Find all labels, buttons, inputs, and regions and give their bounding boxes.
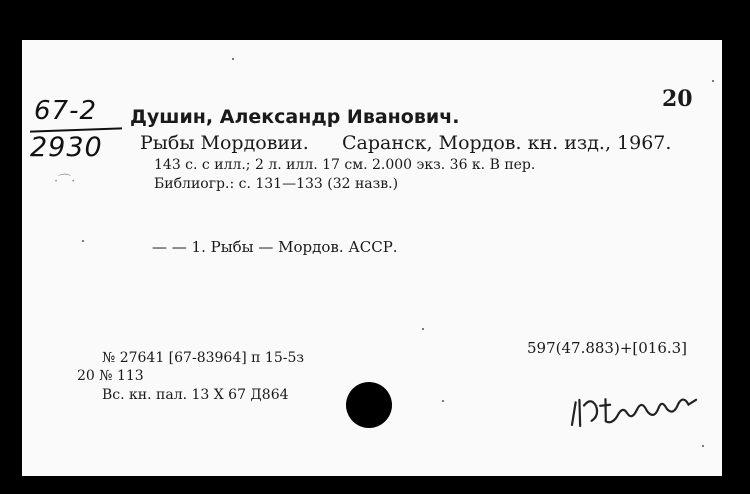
catalog-card — [22, 40, 722, 476]
accession-line-3: Вс. кн. пал. 13 X 67 Д864 — [102, 387, 289, 403]
punch-hole — [346, 382, 392, 428]
classification-number: 597(47.883)+[016.3] — [527, 339, 688, 357]
card-number: 20 — [662, 86, 693, 112]
paper-speck — [82, 240, 84, 242]
paper-speck — [712, 80, 714, 82]
handwritten-signature — [565, 381, 709, 443]
paper-speck — [422, 328, 424, 330]
paper-speck — [442, 400, 444, 402]
book-title: Рыбы Мордовии. — [140, 132, 309, 154]
subject-heading: — — 1. Рыбы — Мордов. АССР. — [152, 238, 398, 256]
imprint: Саранск, Мордов. кн. изд., 1967. — [342, 132, 672, 154]
paper-speck — [232, 58, 234, 60]
accession-line-1: № 27641 [67-83964] п 15-5з — [102, 350, 305, 366]
physical-description: 143 с. с илл.; 2 л. илл. 17 см. 2.000 экз. 36 к. В пер. — [154, 157, 536, 173]
signature-scribble — [565, 381, 708, 435]
author-heading: Душин, Александр Иванович. — [130, 106, 460, 128]
paper-speck — [702, 445, 704, 447]
shelf-mark-bottom: 2930 — [30, 132, 103, 163]
shelf-mark-top: 67-2 — [34, 96, 98, 126]
faint-handwritten-mark: ·⌒· — [54, 174, 76, 189]
accession-line-2: 20 № 113 — [77, 368, 144, 384]
bibliography-note: Библиогр.: с. 131—133 (32 назв.) — [154, 176, 399, 192]
